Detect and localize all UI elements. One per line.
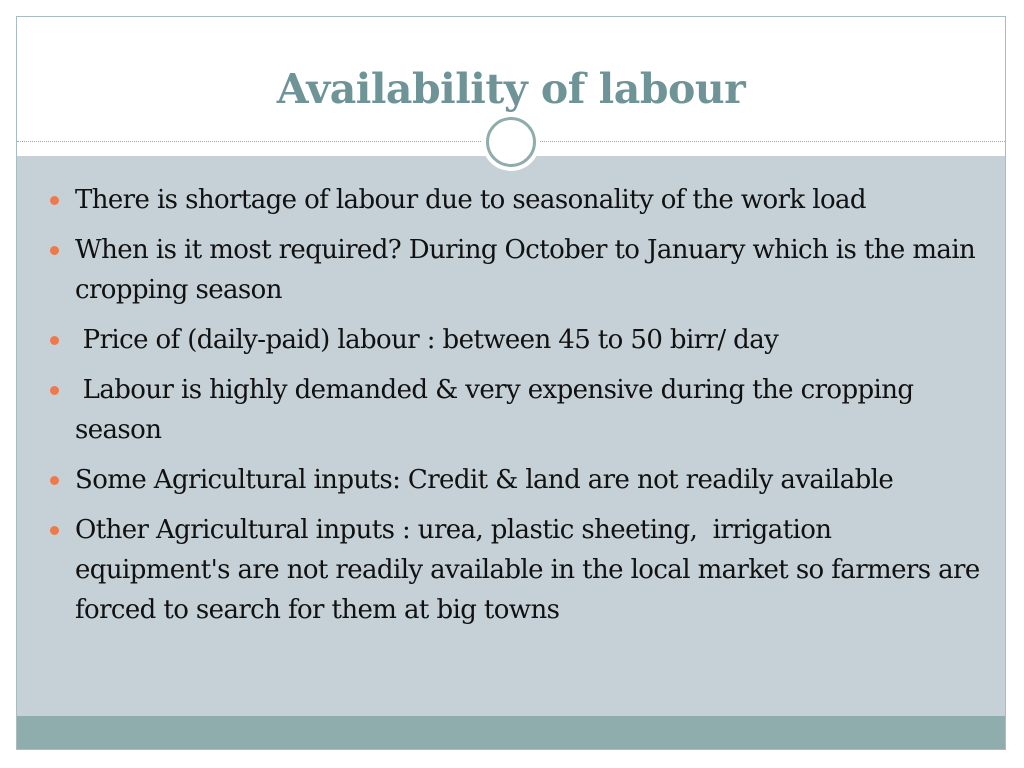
bullet-item (45, 460, 985, 500)
bullet-text: Some Agricultural inputs: Credit & land are not readily available (75, 465, 894, 495)
bullet-dot-icon (50, 336, 59, 345)
bullet-text: Other Agricultural inputs : urea, plastic sheeting, irrigation equipment's are not readily available in the local market so farmers are forced to search for them at big towns (75, 515, 988, 625)
bullet-text: Labour is highly demanded & very expensive during the cropping season (75, 375, 922, 445)
bullet-item (45, 180, 985, 220)
bullet-text: When is it most required? During October to January which is the main cropping season (75, 235, 976, 305)
bullet-text: Price of (daily-paid) labour : between 45 to 50 birr/ day (75, 325, 779, 355)
bullet-item (45, 320, 985, 360)
footer-band (17, 716, 1005, 749)
slide-title: Availability of labour (276, 65, 746, 113)
bullet-dot-icon (50, 476, 59, 485)
bullet-item (45, 370, 985, 450)
bullet-dot-icon (50, 246, 59, 255)
bullet-list (45, 180, 988, 640)
ring-inner (486, 117, 536, 167)
bullet-item (45, 230, 985, 310)
ring-ornament-icon (482, 113, 540, 171)
bullet-dot-icon (50, 196, 59, 205)
bullet-dot-icon (50, 386, 59, 395)
bullet-item (45, 510, 988, 630)
bullet-dot-icon (50, 526, 59, 535)
bullet-text: There is shortage of labour due to seasonality of the work load (75, 185, 866, 215)
